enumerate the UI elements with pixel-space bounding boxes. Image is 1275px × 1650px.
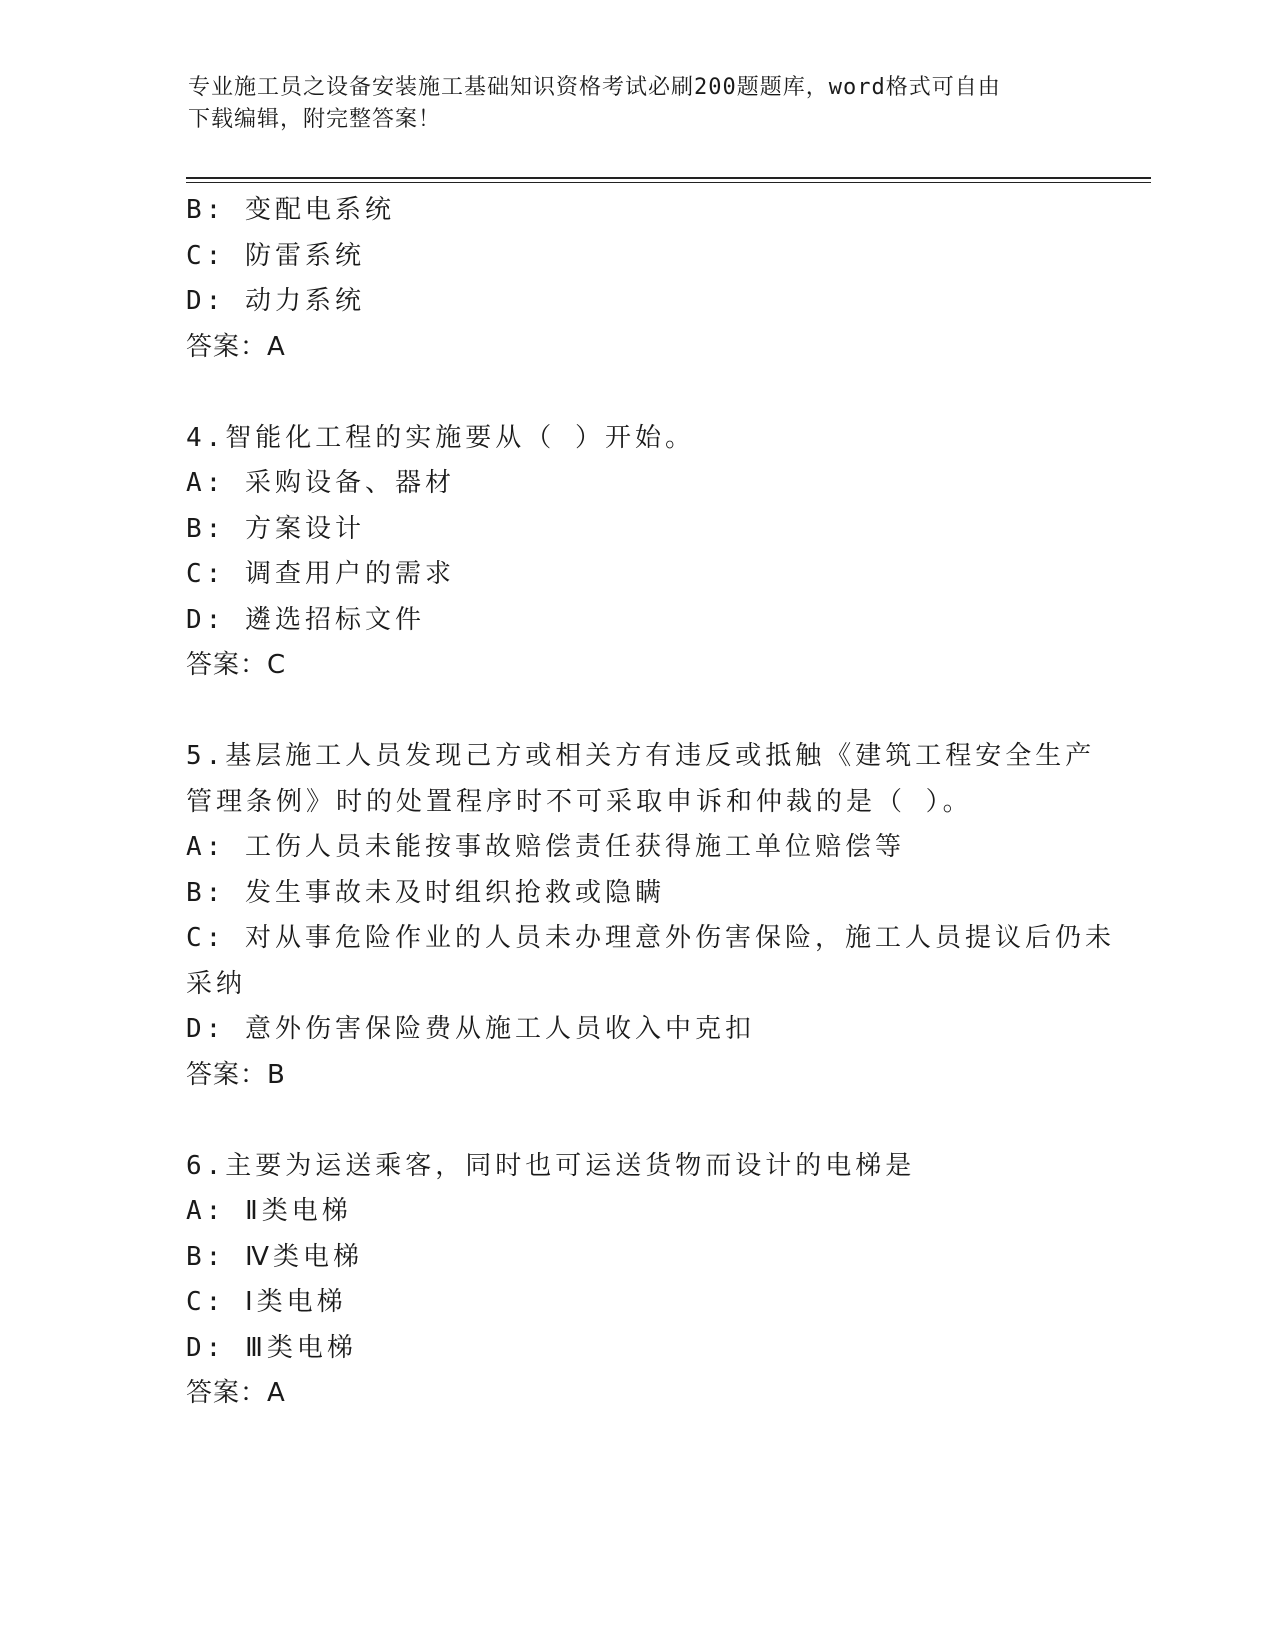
- header-divider-thick: [186, 177, 1151, 179]
- option-c: C: 防雷系统: [186, 240, 365, 271]
- question-4: [186, 416, 1086, 689]
- option-b: B: 发生事故未及时组织抢救或隐瞒: [186, 877, 665, 908]
- option-b: B: 变配电系统: [186, 195, 395, 225]
- question-5: [186, 734, 1115, 1098]
- option-c-line-2: 采纳: [186, 968, 247, 999]
- option-b: B: 方案设计: [186, 513, 365, 544]
- option-c: C: Ⅰ类电梯: [186, 1287, 347, 1317]
- answer: 答案：B: [186, 1059, 286, 1090]
- spacer: [186, 689, 1086, 735]
- question-text-line-1: 5.基层施工人员发现己方或相关方有违反或抵触《建筑工程安全生产: [186, 741, 1096, 771]
- question-content: [186, 188, 1115, 1417]
- option-d: D: 动力系统: [186, 286, 365, 316]
- spacer: [186, 1098, 1086, 1144]
- option-d: D: 意外伤害保险费从施工人员收入中克扣: [186, 1014, 755, 1044]
- option-d: D: 遴选招标文件: [186, 604, 425, 635]
- answer: 答案：A: [186, 331, 286, 362]
- question-3: [186, 188, 1086, 370]
- question-text-line-2: 管理条例》时的处置程序时不可采取申诉和仲裁的是（ ）。: [186, 786, 973, 817]
- option-a: A: Ⅱ类电梯: [186, 1196, 352, 1226]
- header-divider-thin: [186, 182, 1151, 183]
- option-c-line-1: C: 对从事危险作业的人员未办理意外伤害保险，施工人员提议后仍未: [186, 923, 1115, 953]
- question-text: 6.主要为运送乘客，同时也可运送货物而设计的电梯是: [186, 1150, 916, 1181]
- answer: 答案：A: [186, 1378, 286, 1408]
- header-line-2: 下载编辑，附完整答案！: [188, 107, 442, 132]
- answer: 答案：C: [186, 650, 287, 680]
- option-d: D: Ⅲ类电梯: [186, 1332, 357, 1363]
- question-6: [186, 1144, 1086, 1417]
- document-header: [188, 72, 1078, 136]
- option-c: C: 调查用户的需求: [186, 559, 455, 589]
- option-a: A: 采购设备、器材: [186, 468, 455, 498]
- spacer: [186, 370, 1086, 416]
- header-line-1: 专业施工员之设备安装施工基础知识资格考试必刷200题题库，word格式可自由: [188, 75, 1001, 100]
- question-text: 4.智能化工程的实施要从（ ）开始。: [186, 422, 695, 453]
- option-b: B: Ⅳ类电梯: [186, 1241, 363, 1272]
- option-a: A: 工伤人员未能按事故赔偿责任获得施工单位赔偿等: [186, 832, 905, 862]
